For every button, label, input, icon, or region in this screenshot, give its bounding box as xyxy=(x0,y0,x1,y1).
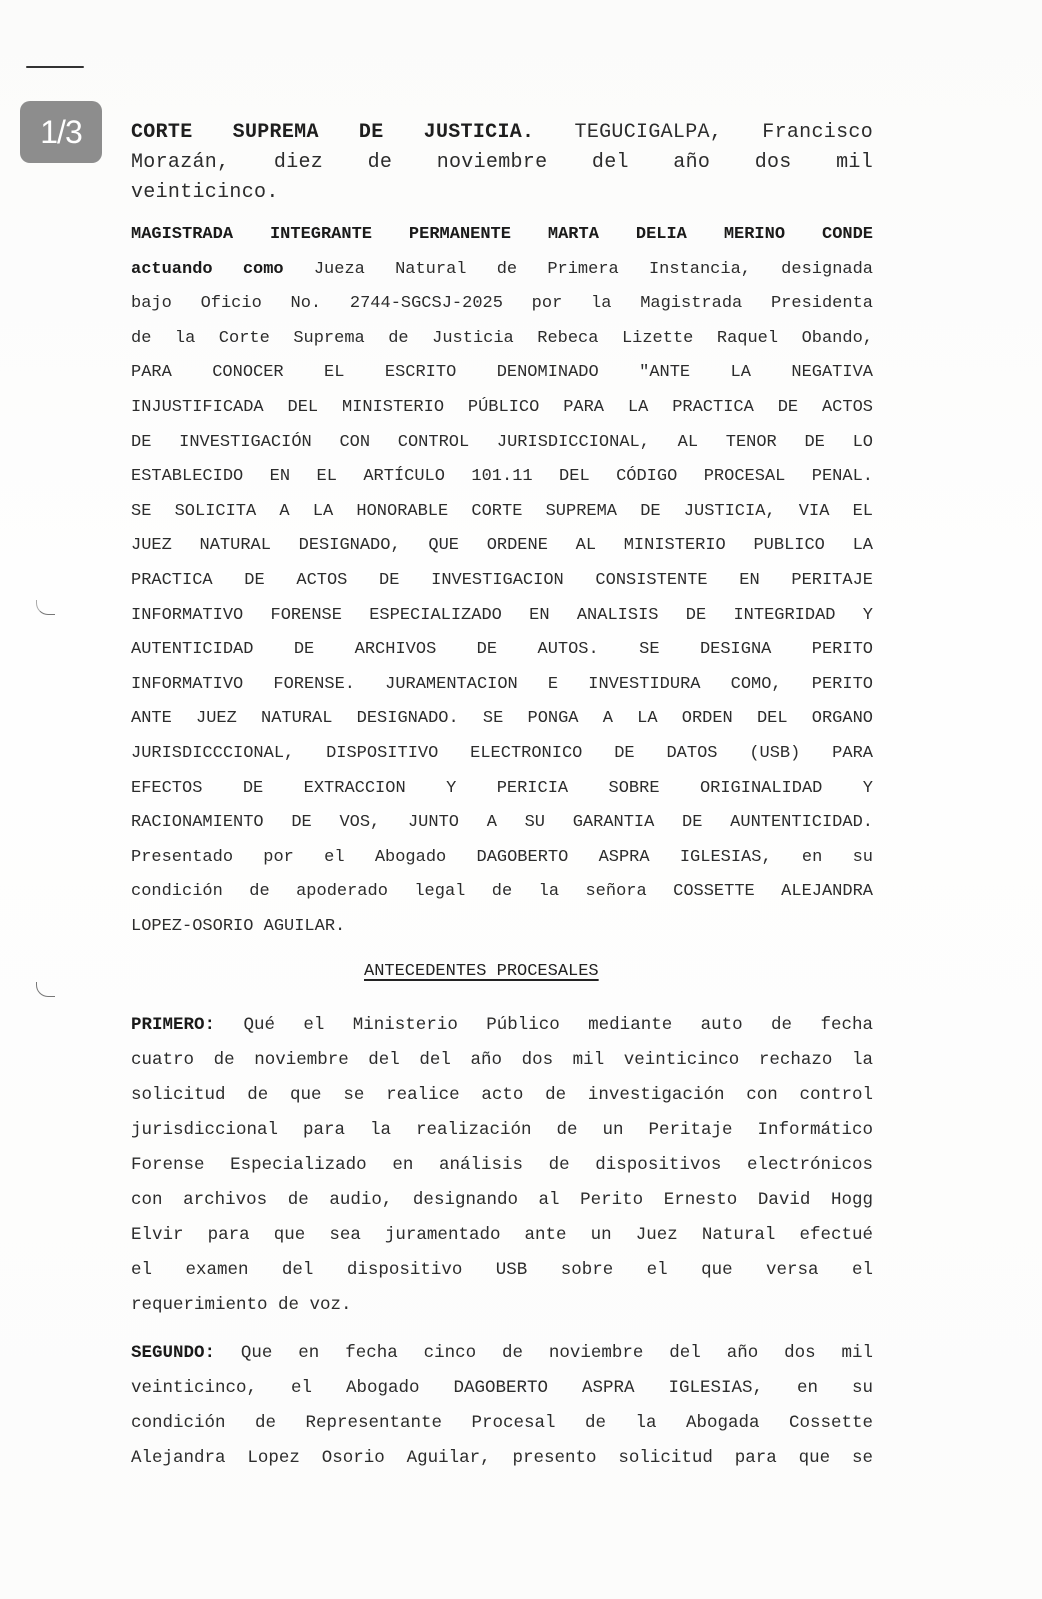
body-text: veinticinco. xyxy=(131,181,279,204)
body-text: Alejandra Lopez Osorio Aguilar, presento solicitud para que se xyxy=(131,1448,873,1468)
text-line xyxy=(131,806,873,841)
text-line xyxy=(131,633,873,668)
line-content xyxy=(131,398,873,417)
line-content xyxy=(131,363,873,382)
bold-text: MAGISTRADA INTEGRANTE PERMANENTE MARTA DELIA MERINO CONDE xyxy=(131,225,873,244)
body-text: Presentado por el Abogado DAGOBERTO ASPRA IGLESIAS, en su xyxy=(131,847,873,867)
line-content xyxy=(131,1190,873,1210)
line-content xyxy=(131,502,873,521)
body-text: Que en fecha cinco de noviembre del año dos mil xyxy=(215,1343,873,1363)
line-content xyxy=(131,151,873,174)
text-line xyxy=(131,460,873,495)
line-content xyxy=(131,1050,873,1070)
body-text: LOPEZ-OSORIO AGUILAR. xyxy=(131,916,346,936)
text-line xyxy=(131,322,873,357)
text-line xyxy=(131,1336,873,1371)
text-line xyxy=(131,1148,873,1183)
body-text: RACIONAMIENTO DE VOS, JUNTO A SU GARANTIA DE AUNTENTICIDAD. xyxy=(131,813,873,833)
line-content xyxy=(131,675,873,694)
text-line xyxy=(131,495,873,530)
body-text: veinticinco, el Abogado DAGOBERTO ASPRA IGLESIAS, en su xyxy=(131,1378,873,1398)
text-line xyxy=(131,1183,873,1218)
body-text: condición de apoderado legal de la señora COSSETTE ALEJANDRA xyxy=(131,882,873,902)
line-content xyxy=(131,225,873,244)
paragraph-segundo xyxy=(131,1336,873,1476)
line-content xyxy=(131,882,873,901)
text-line xyxy=(131,702,873,737)
line-content xyxy=(131,917,345,936)
section-title-antecedentes: ANTECEDENTES PROCESALES xyxy=(364,962,599,981)
text-line xyxy=(131,910,873,945)
body-text: INFORMATIVO FORENSE. JURAMENTACION E INVESTIDURA COMO, PERITO xyxy=(131,674,873,694)
line-content xyxy=(131,1155,873,1175)
body-text: Elvir para que sea juramentado ante un Juez Natural efectué xyxy=(131,1225,873,1245)
line-content xyxy=(131,1015,873,1035)
text-line xyxy=(131,529,873,564)
margin-pen-mark xyxy=(36,982,55,997)
body-text: INFORMATIVO FORENSE ESPECIALIZADO EN ANALISIS DE INTEGRIDAD Y xyxy=(131,605,873,625)
line-content xyxy=(131,1448,873,1468)
body-text: PARA CONOCER EL ESCRITO DENOMINADO "ANTE LA NEGATIVA xyxy=(131,363,873,383)
line-content xyxy=(131,536,873,555)
judge-paragraph xyxy=(131,218,873,944)
text-line xyxy=(131,391,873,426)
line-content xyxy=(131,1260,873,1280)
body-text: SE SOLICITA A LA HONORABLE CORTE SUPREMA DE JUSTICIA, VIA EL xyxy=(131,501,873,521)
bold-text: actuando como xyxy=(131,259,284,279)
body-text: cuatro de noviembre del del año dos mil veinticinco rechazo la xyxy=(131,1050,873,1070)
line-content xyxy=(131,848,873,867)
page-indicator-badge: 1/3 xyxy=(20,101,102,163)
line-content xyxy=(131,1295,352,1315)
body-text: Forense Especializado en análisis de dispositivos electrónicos xyxy=(131,1155,873,1175)
line-content xyxy=(131,294,873,313)
text-line xyxy=(131,1441,873,1476)
pen-mark xyxy=(26,66,84,68)
text-line xyxy=(131,772,873,807)
paragraph-primero xyxy=(131,1008,873,1323)
text-line xyxy=(131,875,873,910)
line-content xyxy=(131,1120,873,1140)
text-line xyxy=(131,426,873,461)
line-content xyxy=(131,779,873,798)
body-text: Jueza Natural de Primera Instancia, designada xyxy=(283,259,873,279)
line-content xyxy=(131,467,873,486)
body-text: bajo Oficio No. 2744-SGCSJ-2025 por la Magistrada Presidenta xyxy=(131,294,873,314)
body-text: de la Corte Suprema de Justicia Rebeca Lizette Raquel Obando, xyxy=(131,328,873,348)
text-line xyxy=(131,118,873,148)
text-line xyxy=(131,356,873,391)
body-text: condición de Representante Procesal de la Abogada Cossette xyxy=(131,1413,873,1433)
body-text: PRACTICA DE ACTOS DE INVESTIGACION CONSISTENTE EN PERITAJE xyxy=(131,570,873,590)
body-text: Qué el Ministerio Público mediante auto de fecha xyxy=(215,1015,873,1035)
line-content xyxy=(131,260,873,279)
text-line xyxy=(131,253,873,288)
body-text: con archivos de audio, designando al Perito Ernesto David Hogg xyxy=(131,1190,873,1210)
line-content xyxy=(131,1378,873,1398)
text-line xyxy=(131,599,873,634)
body-text: ESTABLECIDO EN EL ARTÍCULO 101.11 DEL CÓDIGO PROCESAL PENAL. xyxy=(131,467,873,487)
text-line xyxy=(131,1218,873,1253)
body-text: Morazán, diez de noviembre del año dos mil xyxy=(131,151,873,174)
line-content xyxy=(131,1343,873,1363)
margin-pen-mark xyxy=(36,600,55,615)
body-text: EFECTOS DE EXTRACCION Y PERICIA SOBRE ORIGINALIDAD Y xyxy=(131,778,873,798)
text-line xyxy=(131,1008,873,1043)
line-content xyxy=(131,1085,873,1105)
text-line xyxy=(131,564,873,599)
bold-text: CORTE SUPREMA DE JUSTICIA. xyxy=(131,121,535,144)
text-line xyxy=(131,668,873,703)
line-content xyxy=(131,1225,873,1245)
line-content xyxy=(131,329,873,348)
body-text: TEGUCIGALPA, Francisco xyxy=(534,121,873,144)
text-line xyxy=(131,1113,873,1148)
text-line xyxy=(131,178,873,208)
text-line xyxy=(131,218,873,253)
text-line xyxy=(131,1253,873,1288)
body-text: ANTE JUEZ NATURAL DESIGNADO. SE PONGA A LA ORDEN DEL ORGANO xyxy=(131,709,873,729)
text-line xyxy=(131,1043,873,1078)
text-line xyxy=(131,1371,873,1406)
line-content xyxy=(131,181,279,204)
body-text: jurisdiccional para la realización de un Peritaje Informático xyxy=(131,1120,873,1140)
body-text: INJUSTIFICADA DEL MINISTERIO PÚBLICO PARA LA PRACTICA DE ACTOS xyxy=(131,397,873,417)
body-text: JURISDICCCIONAL, DISPOSITIVO ELECTRONICO DE DATOS (USB) PARA xyxy=(131,743,873,763)
line-content xyxy=(131,433,873,452)
line-content xyxy=(131,606,873,625)
text-line xyxy=(131,148,873,178)
line-content xyxy=(131,709,873,728)
body-text: el examen del dispositivo USB sobre el que versa el xyxy=(131,1260,873,1280)
text-line xyxy=(131,1406,873,1441)
line-content xyxy=(131,640,873,659)
text-line xyxy=(131,1288,873,1323)
text-line xyxy=(131,287,873,322)
bold-text: PRIMERO: xyxy=(131,1015,216,1035)
line-content xyxy=(131,121,873,144)
text-line xyxy=(131,737,873,772)
text-line xyxy=(131,841,873,876)
body-text: DE INVESTIGACIÓN CON CONTROL JURISDICCIONAL, AL TENOR DE LO xyxy=(131,432,873,452)
body-text: solicitud de que se realice acto de investigación con control xyxy=(131,1085,873,1105)
line-content xyxy=(131,1413,873,1433)
bold-text: SEGUNDO: xyxy=(131,1343,216,1363)
line-content xyxy=(131,744,873,763)
line-content xyxy=(131,813,873,832)
body-text: AUTENTICIDAD DE ARCHIVOS DE AUTOS. SE DESIGNA PERITO xyxy=(131,640,873,660)
body-text: JUEZ NATURAL DESIGNADO, QUE ORDENE AL MINISTERIO PUBLICO LA xyxy=(131,536,873,556)
body-text: requerimiento de voz. xyxy=(131,1295,352,1315)
text-line xyxy=(131,1078,873,1113)
document-header xyxy=(131,118,873,208)
line-content xyxy=(131,571,873,590)
